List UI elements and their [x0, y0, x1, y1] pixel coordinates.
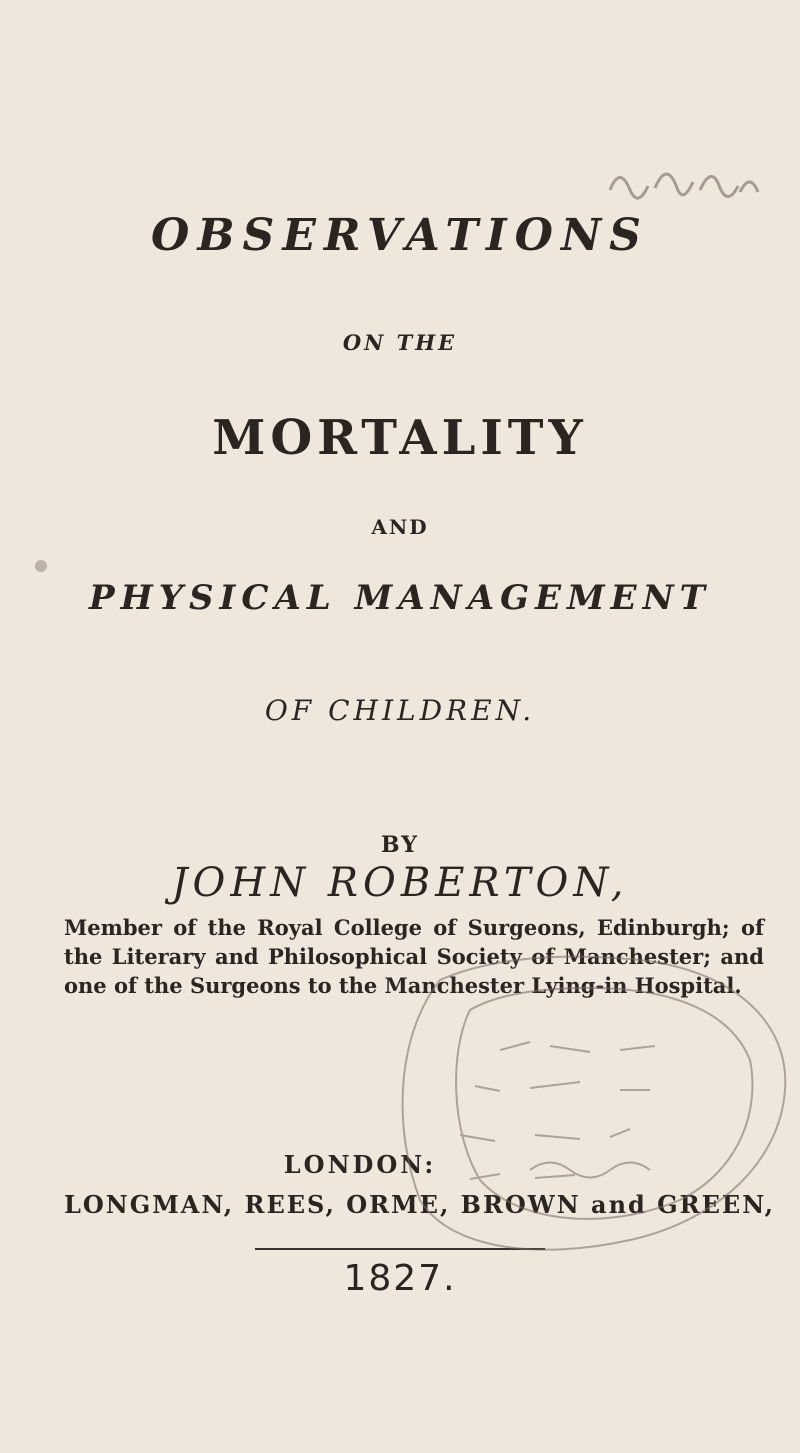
title-of-children: OF CHILDREN.	[264, 694, 536, 727]
title-physical-management: PHYSICAL MANAGEMENT	[89, 578, 711, 618]
title-mortality: MORTALITY	[212, 410, 588, 466]
title-and: AND	[371, 515, 429, 539]
by-line: BY	[381, 832, 419, 858]
author-credentials: Member of the Royal College of Surgeons, Edinburgh; of the Literary and Philosophical Society of Manchester; and one of the Surgeons to the Manchester Lying-in Hospital.	[64, 915, 764, 998]
ink-smudge-icon	[30, 555, 52, 577]
title-on-the: ON THE	[342, 330, 458, 355]
library-stamp-icon	[380, 940, 800, 1270]
corner-ink-mark-icon	[600, 150, 770, 210]
publisher-line: LONGMAN, REES, ORME, BROWN and GREEN,	[64, 1190, 775, 1219]
author-name: JOHN ROBERTON,	[171, 860, 629, 906]
publication-year: 1827.	[343, 1258, 457, 1299]
imprint-city: LONDON:	[283, 1150, 437, 1179]
title-observations: OBSERVATIONS	[151, 210, 649, 261]
